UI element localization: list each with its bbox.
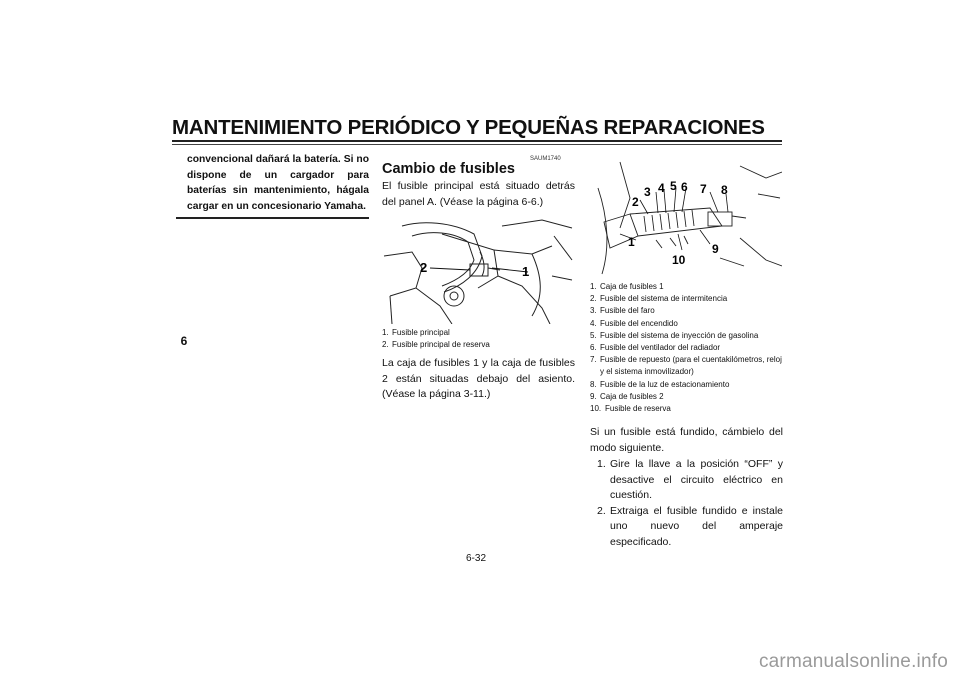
fig2-callout-4: 4 <box>658 181 665 195</box>
fig1-callout-1: 1 <box>522 264 530 279</box>
fig2-callout-2: 2 <box>632 195 639 209</box>
warning-rule <box>176 217 369 219</box>
caption-item: 1. Caja de fusibles 1 <box>590 282 664 291</box>
fuse-box-figure <box>590 158 782 276</box>
page-title: MANTENIMIENTO PERIÓDICO Y PEQUEÑAS REPARACIONES <box>172 116 765 139</box>
title-rule <box>172 140 782 142</box>
caption-item: 3. Fusible del faro <box>590 306 655 316</box>
chapter-tab: 6 <box>180 334 188 348</box>
caption-item: 5. Fusible del sistema de inyección de gasolina <box>590 330 759 340</box>
fig2-callout-9: 9 <box>712 242 719 256</box>
watermark: carmanualsonline.info <box>758 651 948 672</box>
section-heading: Cambio de fusibles <box>382 161 515 177</box>
section-code: SAUM1740 <box>530 156 561 162</box>
main-fuse-illustration <box>382 216 574 324</box>
caption-item: 10. Fusible de reserva <box>590 404 671 414</box>
fuse-box-illustration <box>590 158 782 276</box>
figure2-caption-list <box>590 281 785 415</box>
caption-item: 6. Fusible del ventilador del radiador <box>590 343 721 353</box>
fig2-callout-8: 8 <box>721 183 728 197</box>
fig2-callout-5: 5 <box>670 179 677 193</box>
caption-item: 4. Fusible del encendido <box>590 318 678 328</box>
page-number: 6-32 <box>466 553 487 564</box>
main-fuse-figure <box>382 216 574 324</box>
caption-item: 1. Fusible principal <box>382 328 450 337</box>
warning-text: convencional dañará la batería. Si no dispone de un cargador para baterías sin mantenimiento, hágala cargar en un concesionario Yamaha. <box>187 154 369 212</box>
intro-paragraph: El fusible principal está situado detrás del panel A. (Véase la página 6-6.) <box>382 180 575 208</box>
fig2-callout-7: 7 <box>700 182 707 196</box>
title-rule-thin <box>172 144 782 145</box>
caption-item: 7. Fusible de repuesto (para el cuentakilómetros, reloj y el sistema inmovilizador) <box>590 355 782 377</box>
fig2-callout-3: 3 <box>644 185 651 199</box>
step-item: 1. Gire la llave a la posición “OFF” y desactive el circuito eléctrico en cuestión. <box>597 458 783 502</box>
step-item: 2. Extraiga el fusible fundido e instale uno nuevo del amperaje especificado. <box>597 504 783 548</box>
fig1-callout-2: 2 <box>420 260 428 275</box>
fig2-callout-10: 10 <box>672 253 686 267</box>
figure1-caption-list <box>382 327 572 351</box>
caption-item: 2. Fusible del sistema de intermitencia <box>590 294 728 304</box>
caption-item: 2. Fusible principal de reserva <box>382 340 490 350</box>
fig2-callout-1: 1 <box>628 235 635 249</box>
caption-item: 9. Caja de fusibles 2 <box>590 391 664 401</box>
replace-intro-paragraph: Si un fusible está fundido, cámbielo del modo siguiente. <box>590 426 783 454</box>
fuse-box-location-paragraph: La caja de fusibles 1 y la caja de fusibles 2 están situadas debajo del asiento. (Véase la página 3-11.) <box>382 357 575 401</box>
fig2-callout-6: 6 <box>681 180 688 194</box>
replacement-steps <box>590 457 783 551</box>
caption-item: 8. Fusible de la luz de estacionamiento <box>590 379 730 389</box>
